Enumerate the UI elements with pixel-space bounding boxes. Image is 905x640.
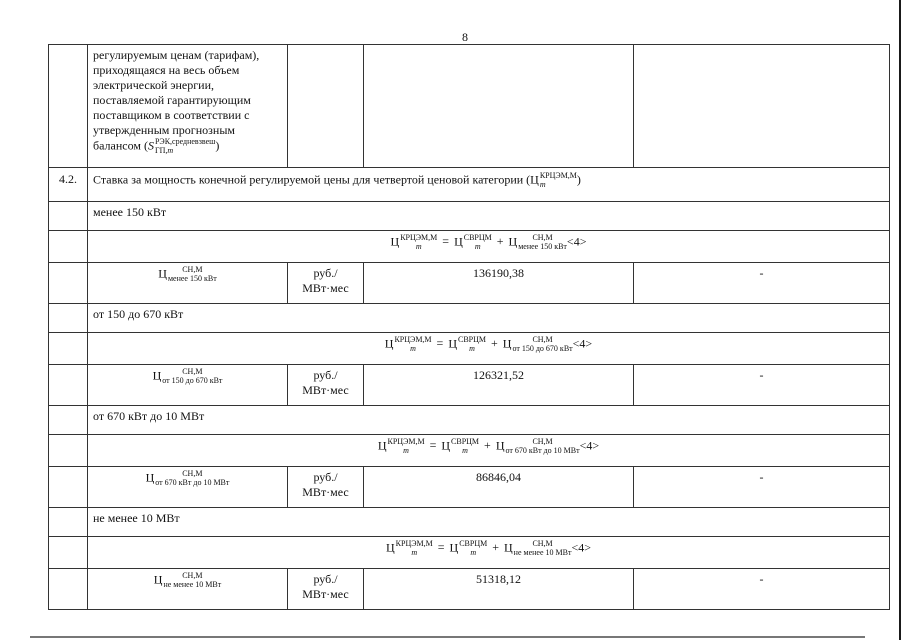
label-sup: СН,М [182, 367, 203, 376]
formula-mid-sub: m [469, 344, 475, 353]
group-formula [88, 537, 890, 569]
formula-plus: + [491, 336, 498, 351]
continuation-last-line [93, 138, 282, 155]
page-number: 8 [462, 30, 468, 44]
label-sub: менее 150 кВт [167, 274, 217, 283]
section-title-indices [540, 172, 577, 189]
unit-line-2: МВт·мес [302, 383, 349, 397]
group-formula [88, 231, 890, 263]
continuation-sup: РЭК,средневзвеш [154, 137, 216, 146]
group-formula-row [49, 435, 890, 467]
section-title [88, 168, 890, 202]
group-data-row [49, 467, 890, 508]
formula-rhs-symbol: Ц [495, 438, 505, 453]
formula-mid-sup: СВРЦМ [451, 437, 480, 446]
formula-rhs-sub: от 670 кВт до 10 МВт [505, 446, 580, 455]
formula-lhs-sub: m [415, 242, 422, 251]
unit-line-2: МВт·мес [302, 587, 349, 601]
formula-rhs-sup: СН,М [532, 539, 553, 548]
continuation-line: приходящаяся на весь объем [93, 63, 240, 77]
group-unit [288, 365, 364, 406]
group-data-num-cell [49, 467, 88, 508]
formula-plus: + [496, 234, 504, 249]
formula-mid-indices [458, 336, 486, 353]
group-heading: не менее 10 МВт [88, 508, 890, 537]
formula-rhs-indices [512, 336, 572, 353]
unit-line-1: руб./ [313, 266, 338, 280]
formula-rhs-sup: СН,М [532, 335, 553, 344]
formula-equals: = [437, 540, 445, 555]
formula-rhs-symbol: Ц [502, 336, 512, 351]
group-heading-num-cell [49, 202, 88, 231]
continuation-line: электрической энергии, [93, 78, 215, 92]
group-data-num-cell [49, 569, 88, 610]
formula-mid-sup: СВРЦМ [458, 335, 487, 344]
label-symbol: Ц [158, 266, 167, 281]
formula-lhs-indices [388, 438, 425, 455]
section-title-text: Ставка за мощность конечной регулируемой цены для четвертой ценовой категории ( [93, 172, 531, 187]
label-indices [162, 368, 222, 385]
group-value: 86846,04 [364, 467, 634, 508]
group-heading-num-cell [49, 406, 88, 435]
formula-rhs-sup: СН,М [532, 233, 553, 242]
formula-rhs-symbol: Ц [504, 540, 513, 555]
formula-mid-sup: СВРЦМ [463, 233, 492, 242]
unit-line-2: МВт·мес [302, 485, 349, 499]
group-data-num-cell [49, 365, 88, 406]
formula-mid-symbol: Ц [448, 336, 457, 351]
formula-lhs-indices [400, 234, 437, 251]
continuation-extra-cell [634, 45, 890, 168]
continuation-row [49, 45, 890, 168]
continuation-line: регулируемым ценам (тарифам), [93, 48, 260, 62]
formula-lhs-sup: КРЦЭМ,М [395, 539, 433, 548]
continuation-symbol: S [147, 138, 154, 153]
group-formula [88, 333, 890, 365]
group-heading-row [49, 304, 890, 333]
formula-note: <4> [572, 336, 593, 351]
label-sup: СН,М [182, 571, 203, 580]
continuation-num-cell [49, 45, 88, 168]
group-data-num-cell [49, 263, 88, 304]
formula-note: <4> [566, 234, 587, 249]
group-unit [288, 569, 364, 610]
continuation-suffix: ) [215, 138, 220, 153]
group-formula-num-cell [49, 537, 88, 569]
formula-mid-symbol: Ц [449, 540, 459, 555]
continuation-sub-text: ГП, [154, 146, 168, 155]
formula-mid-symbol: Ц [441, 438, 451, 453]
group-dash: - [634, 365, 890, 406]
continuation-line: поставляемой гарантирующим [93, 93, 251, 107]
continuation-description [88, 45, 288, 168]
group-heading-num-cell [49, 508, 88, 537]
continuation-sub-italic: m [167, 146, 174, 155]
group-value: 51318,12 [364, 569, 634, 610]
group-formula-num-cell [49, 333, 88, 365]
label-indices [155, 470, 229, 487]
group-formula [88, 435, 890, 467]
formula-note: <4> [579, 438, 600, 453]
label-sub: не менее 10 МВт [163, 580, 222, 589]
group-heading: от 670 кВт до 10 МВт [88, 406, 890, 435]
group-dash: - [634, 569, 890, 610]
group-heading-row [49, 406, 890, 435]
group-value: 136190,38 [364, 263, 634, 304]
group-heading-num-cell [49, 304, 88, 333]
group-data-row [49, 365, 890, 406]
label-sub: от 670 кВт до 10 МВт [155, 478, 230, 487]
group-label [88, 467, 288, 508]
formula-equals: = [442, 234, 450, 249]
label-indices [168, 266, 217, 283]
group-dash: - [634, 263, 890, 304]
group-formula-num-cell [49, 231, 88, 263]
formula-lhs-sup: КРЦЭМ,М [387, 437, 425, 446]
unit-line-2: МВт·мес [302, 281, 349, 295]
continuation-last-prefix: балансом ( [93, 138, 148, 153]
unit-line-1: руб./ [313, 572, 338, 586]
continuation-sub [155, 147, 215, 155]
formula-rhs-indices [518, 234, 567, 251]
formula-mid-sub: m [470, 548, 477, 557]
group-formula-row [49, 333, 890, 365]
group-heading: менее 150 кВт [88, 202, 890, 231]
formula-lhs-sub: m [411, 548, 418, 557]
formula-rhs-indices [514, 540, 572, 557]
formula-rhs-symbol: Ц [508, 234, 518, 249]
section-header-row [49, 168, 890, 202]
formula-mid-indices [459, 540, 487, 557]
formula-plus: + [484, 438, 491, 453]
group-label [88, 569, 288, 610]
section-title-symbol: Ц [530, 172, 539, 187]
formula-mid-indices [464, 234, 492, 251]
formula-equals: = [436, 336, 444, 351]
formula-rhs-sub: от 150 до 670 кВт [512, 344, 573, 353]
section-title-sup: КРЦЭМ,М [539, 171, 577, 180]
formula-mid-sub: m [462, 446, 468, 455]
group-formula-row [49, 231, 890, 263]
formula-plus: + [492, 540, 499, 555]
continuation-indices [155, 138, 215, 155]
formula-lhs-indices [394, 336, 431, 353]
formula-lhs-symbol: Ц [390, 234, 400, 249]
group-heading-row [49, 508, 890, 537]
continuation-line: поставщиком в соответствии с [93, 108, 250, 122]
formula-lhs-symbol: Ц [386, 540, 395, 555]
formula-lhs-sub: m [403, 446, 409, 455]
group-data-row [49, 263, 890, 304]
formula-lhs-symbol: Ц [377, 438, 387, 453]
formula-lhs-symbol: Ц [384, 336, 394, 351]
group-dash: - [634, 467, 890, 508]
group-value: 126321,52 [364, 365, 634, 406]
label-sup: СН,М [182, 469, 203, 478]
formula-lhs-sup: КРЦЭМ,М [400, 233, 438, 242]
tariff-table [48, 44, 890, 610]
group-data-row [49, 569, 890, 610]
unit-line-1: руб./ [313, 470, 338, 484]
group-label [88, 365, 288, 406]
formula-mid-symbol: Ц [454, 234, 463, 249]
group-label [88, 263, 288, 304]
continuation-line: утвержденным прогнозным [93, 123, 235, 137]
continuation-unit-cell [288, 45, 364, 168]
section-number: 4.2. [49, 168, 88, 202]
formula-mid-sup: СВРЦМ [459, 539, 488, 548]
unit-line-1: руб./ [313, 368, 338, 382]
formula-lhs-sup: КРЦЭМ,М [394, 335, 432, 344]
group-unit [288, 467, 364, 508]
formula-mid-sub: m [474, 242, 481, 251]
group-unit [288, 263, 364, 304]
tariff-table-body [49, 45, 890, 610]
formula-rhs-indices [506, 438, 580, 455]
label-sup: СН,М [182, 265, 203, 274]
label-indices [163, 572, 221, 589]
page-edge-right [899, 0, 901, 640]
continuation-value-cell [364, 45, 634, 168]
formula-lhs-sub: m [410, 344, 416, 353]
formula-rhs-sup: СН,М [532, 437, 553, 446]
label-symbol: Ц [152, 368, 162, 383]
group-formula-num-cell [49, 435, 88, 467]
formula-lhs-indices [396, 540, 433, 557]
formula-rhs-sub: не менее 10 МВт [513, 548, 572, 557]
page-edge-bottom [30, 636, 865, 638]
formula-mid-indices [451, 438, 479, 455]
formula-note: <4> [571, 540, 591, 555]
label-symbol: Ц [145, 470, 155, 485]
formula-rhs-sub: менее 150 кВт [518, 242, 567, 251]
label-symbol: Ц [153, 572, 163, 587]
label-sub: от 150 до 670 кВт [162, 376, 223, 385]
group-heading-row [49, 202, 890, 231]
formula-equals: = [429, 438, 437, 453]
group-formula-row [49, 537, 890, 569]
section-title-close: ) [576, 172, 581, 187]
section-title-sub: m [539, 180, 546, 189]
group-heading: от 150 до 670 кВт [88, 304, 890, 333]
